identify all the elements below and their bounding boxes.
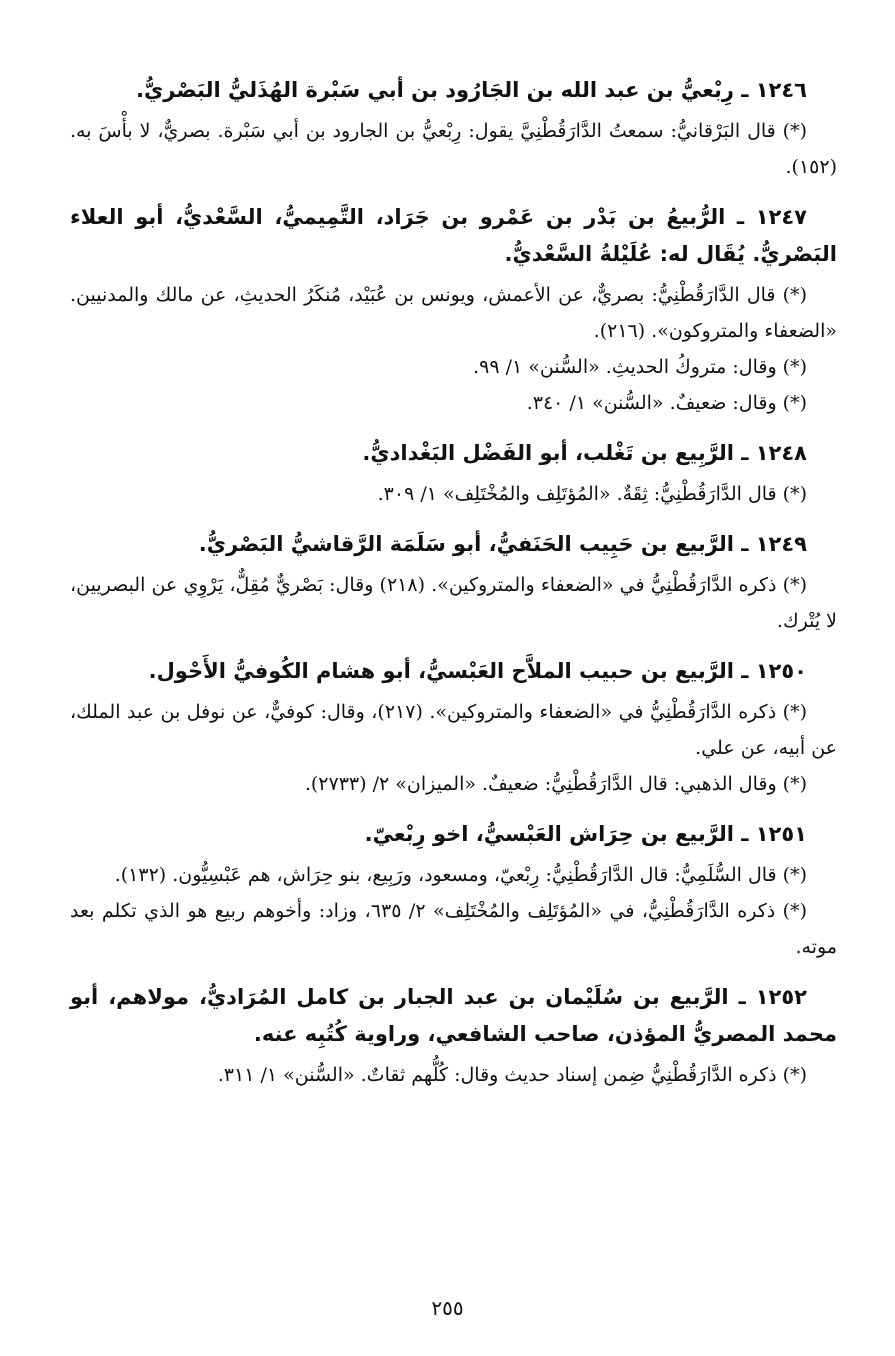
entry-heading: ١٢٥٢ ـ الرَّبيع بن سُلَيْمان بن عبد الجبار بن كامل المُرَاديُّ، مولاهم، أبو محمد المصريُّ المؤذن، صاحب الشافعي، وراوية كُتُبِه عنه. — [70, 985, 837, 1046]
entry-1251 — [70, 816, 837, 965]
entry-note: (*) قال السُّلَمِيُّ: قال الدَّارَقُطْنِيُّ: رِبْعيّ، ومسعود، ورَبِيع، بنو حِرَاش، هم عَبْسِيُّون. (١٣٢). — [114, 864, 807, 886]
entry-1252 — [70, 979, 837, 1093]
entry-note: (*) وقال: متروكُ الحديثِ. «السُّنن» ١/ ٩٩. — [473, 356, 807, 378]
entry-heading: ١٢٤٨ ـ الرَّبِيع بن تَغْلب، أبو الفَضْل البَغْداديُّ. — [362, 441, 807, 465]
page-number: ٢٥٥ — [431, 1296, 464, 1320]
entry-1250 — [70, 653, 837, 802]
entry-note: (*) ذكره الدَّارَقُطْنِيُّ في «الضعفاء والمتروكين». (٢١٨) وقال: بَصْريٌّ مُقِلٌّ، يَرْوِي عن البصريين، لا يُتْرك. — [70, 574, 837, 632]
entry-heading: ١٢٤٧ ـ الرُّبيعُ بن بَدْر بن عَمْرو بن جَرَاد، التَّمِيميُّ، السَّعْديُّ، أبو العلاء البَصْريُّ. يُقَال له: عُلَيْلةُ السَّعْديُّ. — [70, 205, 837, 266]
entry-1246 — [70, 72, 837, 185]
entry-1247 — [70, 199, 837, 421]
entry-note: (*) وقال الذهبي: قال الدَّارَقُطْنِيُّ: ضعيفٌ. «الميزان» ٢/ (٢٧٣٣). — [304, 773, 807, 795]
entry-heading: ١٢٤٦ ـ رِبْعيُّ بن عبد الله بن الجَارُود بن أبي سَبْرة الهُذَليُّ البَصْريُّ. — [136, 78, 807, 102]
entry-heading: ١٢٥٠ ـ الرَّبيع بن حبيب الملاَّح العَبْسيُّ، أبو هشام الكُوفيُّ الأَحْول. — [148, 659, 807, 683]
entry-note: (*) ذكره الدَّارَقُطْنِيُّ، في «المُؤتَلِف والمُخْتَلِف» ٢/ ٦٣٥، وزاد: وأخوهم ربيع هو الذي تكلم بعد موته. — [70, 900, 837, 958]
entry-note: (*) وقال: ضعيفٌ. «السُّنن» ١/ ٣٤٠. — [526, 392, 807, 414]
entry-1249 — [70, 526, 837, 639]
entry-note: (*) قال الدَّارَقُطْنِيُّ: ثِقَةٌ. «المُؤتَلِف والمُخْتَلِف» ١/ ٣٠٩. — [377, 483, 807, 505]
entry-1248 — [70, 435, 837, 512]
entry-note: (*) قال الدَّارَقُطْنِيُّ: بصريٌّ، عن الأعمش، ويونس بن عُبَيْد، مُنكَرُ الحديثِ، عن مالك والمدنيين. «الضعفاء والمتروكون». (٢١٦). — [70, 284, 837, 342]
entry-heading: ١٢٥١ ـ الرَّبيع بن حِرَاش العَبْسيُّ، اخو رِبْعيّ. — [364, 822, 807, 846]
entry-note: (*) ذكره الدَّارَقُطْنِيُّ ضِمن إسناد حديث وقال: كُلُّهم ثقاتٌ. «السُّنن» ١/ ٣١١. — [217, 1064, 807, 1086]
entry-note: (*) ذكره الدَّارَقُطْنِيُّ في «الضعفاء والمتروكين». (٢١٧)، وقال: كوفيٌّ، عن نوفل بن عبد الملك، عن أبيه، عن علي. — [70, 701, 837, 759]
entry-note: (*) قال البَرْقانيُّ: سمعتُ الدَّارَقُطْنِيَّ يقول: رِبْعيُّ بن الجارود بن أبي سَبْرة. بصريٌّ، لا بأْسَ به. (١٥٢). — [70, 120, 837, 178]
entry-heading: ١٢٤٩ ـ الرَّبيع بن حَبِيب الحَنَفيُّ، أبو سَلَمَة الرَّقاشيُّ البَصْريُّ. — [198, 532, 807, 556]
